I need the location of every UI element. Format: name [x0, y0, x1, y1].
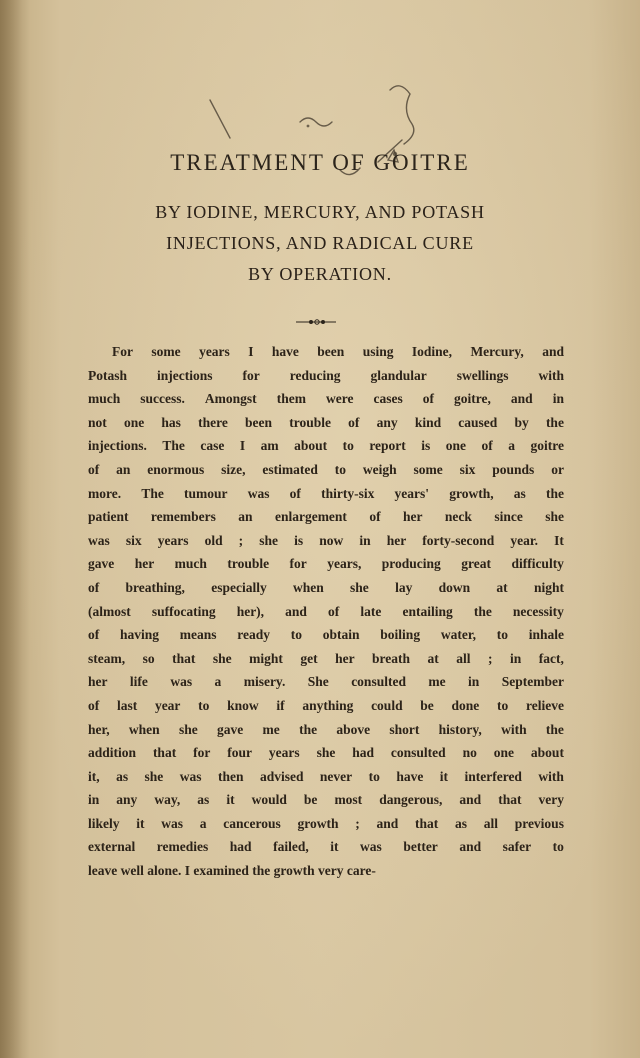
- body-line: external remedies had failed, it was better and safer to: [88, 839, 564, 855]
- body-line: patient remembers an enlargement of her neck since she: [88, 509, 564, 525]
- body-line: not one has there been trouble of any kind caused by the: [88, 414, 564, 430]
- body-line: steam, so that she might get her breath at all ; in fact,: [88, 650, 564, 666]
- body-line: injections. The case I am about to report is one of a goitre: [88, 438, 564, 454]
- body-line: likely it was a cancerous growth ; and that as all previous: [88, 815, 564, 831]
- body-line: of an enormous size, estimated to weigh some six pounds or: [88, 461, 564, 477]
- ornamental-divider: [296, 319, 336, 325]
- body-line: much success. Amongst them were cases of goitre, and in: [88, 391, 564, 407]
- body-line: was six years old ; she is now in her forty-second year. It: [88, 532, 564, 548]
- body-line: gave her much trouble for years, producing great difficulty: [88, 556, 564, 572]
- body-line: addition that for four years she had consulted no one about: [88, 745, 564, 761]
- body-line: (almost suffocating her), and of late entailing the necessity: [88, 603, 564, 619]
- body-line: it, as she was then advised never to have it interfered with: [88, 768, 564, 784]
- body-line: of having means ready to obtain boiling water, to inhale: [88, 627, 564, 643]
- body-line: her life was a misery. She consulted me in September: [88, 674, 564, 690]
- body-line: more. The tumour was of thirty-six years' growth, as the: [88, 485, 564, 501]
- body-text: [88, 340, 564, 883]
- body-line: For some years I have been using Iodine, Mercury, and: [112, 344, 564, 359]
- page-title: TREATMENT OF GOITRE: [170, 150, 470, 175]
- body-line: of last year to know if anything could be done to relieve: [88, 697, 564, 713]
- body-line: in any way, as it would be most dangerous, and that very: [88, 792, 564, 808]
- subtitle-line-1: BY IODINE, MERCURY, AND POTASH: [155, 202, 485, 222]
- subtitle-line-3: BY OPERATION.: [248, 264, 392, 284]
- subtitle-line-2: INJECTIONS, AND RADICAL CURE: [166, 233, 474, 253]
- body-line: leave well alone. I examined the growth very care-: [88, 863, 376, 879]
- body-line: her, when she gave me the above short history, with the: [88, 721, 564, 737]
- body-line: of breathing, especially when she lay down at night: [88, 579, 564, 595]
- body-line: Potash injections for reducing glandular swellings with: [88, 367, 564, 383]
